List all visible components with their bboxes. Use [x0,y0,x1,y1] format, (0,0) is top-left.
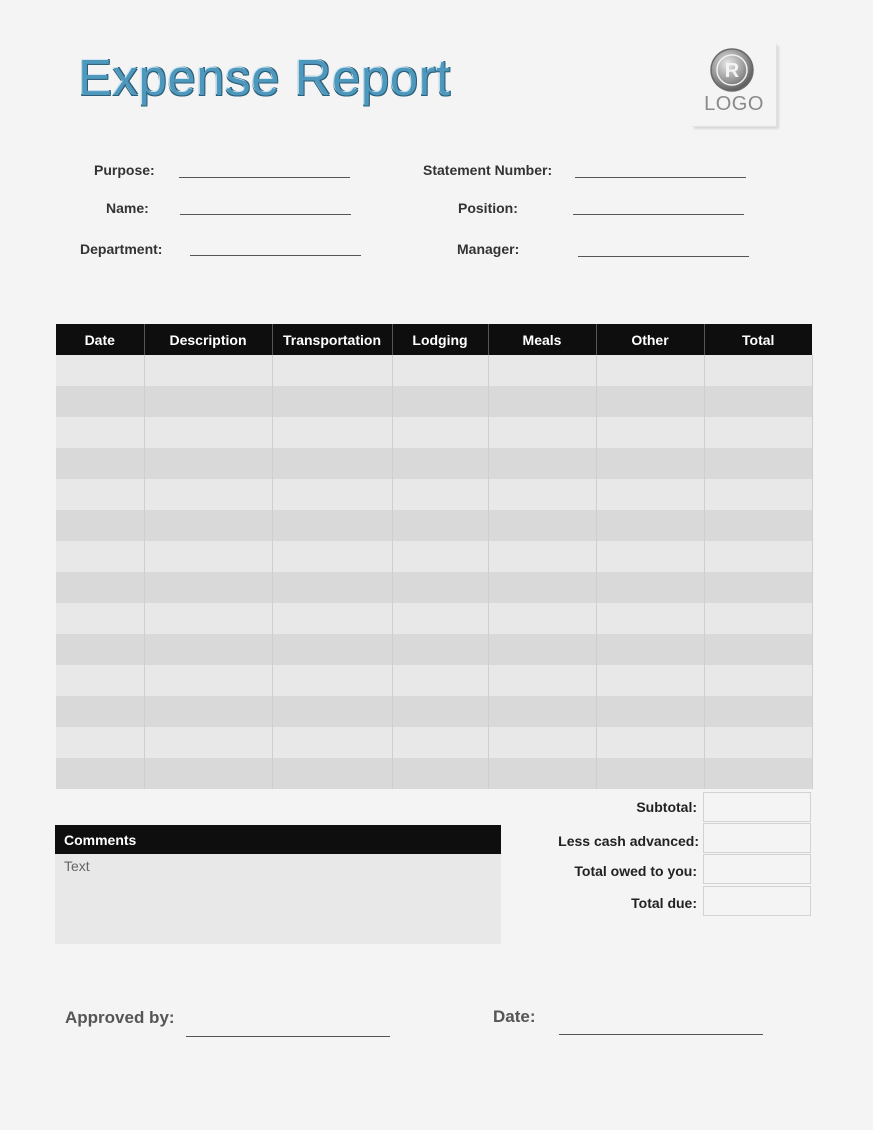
table-cell[interactable] [272,696,392,727]
table-row [56,665,812,696]
table-cell[interactable] [488,727,596,758]
table-cell[interactable] [488,448,596,479]
table-cell[interactable] [488,634,596,665]
comments-header: Comments [55,825,501,854]
table-row [56,727,812,758]
column-header-transportation: Transportation [272,324,392,355]
table-cell[interactable] [392,386,488,417]
statement-number-label: Statement Number: [423,162,553,178]
table-cell[interactable] [392,727,488,758]
table-cell[interactable] [392,510,488,541]
less-cash-advanced-label: Less cash advanced: [558,833,699,849]
table-cell[interactable] [596,479,704,510]
table-cell[interactable] [56,572,144,603]
table-row [56,386,812,417]
table-cell[interactable] [488,479,596,510]
table-cell[interactable] [272,479,392,510]
total-owed-field[interactable] [703,854,811,884]
column-header-lodging: Lodging [392,324,488,355]
total-owed-label: Total owed to you: [574,863,697,879]
table-row [56,603,812,634]
table-cell[interactable] [144,541,272,572]
table-cell[interactable] [144,355,272,386]
approval-date-field[interactable] [559,1034,763,1035]
table-cell[interactable] [596,572,704,603]
name-field[interactable] [180,214,351,215]
table-cell[interactable] [392,355,488,386]
department-label: Department: [80,241,163,257]
table-cell[interactable] [596,727,704,758]
table-cell[interactable] [144,386,272,417]
table-cell[interactable] [272,355,392,386]
purpose-field[interactable] [179,177,350,178]
table-cell[interactable] [56,727,144,758]
table-cell[interactable] [392,572,488,603]
logo [692,44,777,127]
table-cell[interactable] [704,479,812,510]
page-title: Expense Report [78,49,451,106]
table-cell[interactable] [144,448,272,479]
purpose-label: Purpose: [94,162,155,178]
table-cell[interactable] [392,603,488,634]
table-cell[interactable] [144,510,272,541]
table-cell[interactable] [704,696,812,727]
column-header-total: Total [704,324,812,355]
table-row [56,634,812,665]
table-cell[interactable] [488,665,596,696]
column-header-description: Description [144,324,272,355]
less-cash-advanced-field[interactable] [703,823,811,853]
table-cell[interactable] [704,386,812,417]
column-header-other: Other [596,324,704,355]
table-cell[interactable] [272,448,392,479]
table-cell[interactable] [392,634,488,665]
table-cell[interactable] [56,634,144,665]
table-row [56,696,812,727]
table-cell[interactable] [596,758,704,789]
table-cell[interactable] [596,417,704,448]
expense-table [56,324,813,789]
column-header-date: Date [56,324,144,355]
table-cell[interactable] [704,417,812,448]
table-cell[interactable] [704,727,812,758]
table-cell[interactable] [272,510,392,541]
table-cell[interactable] [392,448,488,479]
table-cell[interactable] [488,603,596,634]
table-cell[interactable] [144,417,272,448]
registered-trademark-icon [709,47,755,93]
comments-textarea[interactable] [55,854,501,944]
table-cell[interactable] [704,665,812,696]
table-cell[interactable] [144,665,272,696]
table-cell[interactable] [488,696,596,727]
table-cell[interactable] [392,665,488,696]
table-cell[interactable] [144,603,272,634]
position-label: Position: [458,200,518,216]
table-cell[interactable] [488,417,596,448]
table-cell[interactable] [704,634,812,665]
table-cell[interactable] [704,510,812,541]
total-due-label: Total due: [631,895,697,911]
table-cell[interactable] [392,696,488,727]
table-cell[interactable] [56,541,144,572]
table-cell[interactable] [272,417,392,448]
name-label: Name: [106,200,149,216]
table-cell[interactable] [144,634,272,665]
table-cell[interactable] [56,696,144,727]
table-cell[interactable] [596,448,704,479]
table-cell[interactable] [596,603,704,634]
table-cell[interactable] [272,758,392,789]
statement-number-field[interactable] [575,177,746,178]
table-cell[interactable] [392,541,488,572]
position-field[interactable] [573,214,744,215]
table-body [56,355,812,789]
column-header-meals: Meals [488,324,596,355]
table-cell[interactable] [596,355,704,386]
table-cell[interactable] [56,510,144,541]
table-cell[interactable] [56,758,144,789]
table-cell[interactable] [144,758,272,789]
total-due-field[interactable] [703,886,811,916]
table-cell[interactable] [272,727,392,758]
table-header-row [56,324,812,355]
table-row [56,355,812,386]
table-row [56,479,812,510]
table-cell[interactable] [596,386,704,417]
table-cell[interactable] [392,417,488,448]
table-cell[interactable] [488,386,596,417]
manager-label: Manager: [457,241,520,257]
table-row [56,758,812,789]
table-row [56,572,812,603]
table-cell[interactable] [272,541,392,572]
table-cell[interactable] [488,541,596,572]
table-cell[interactable] [392,758,488,789]
subtotal-field[interactable] [703,792,811,822]
manager-field[interactable] [578,256,749,257]
table-cell[interactable] [272,386,392,417]
table-cell[interactable] [56,417,144,448]
table-row [56,417,812,448]
table-cell[interactable] [704,355,812,386]
table-cell[interactable] [272,603,392,634]
subtotal-label: Subtotal: [636,799,697,815]
table-cell[interactable] [56,355,144,386]
table-row [56,448,812,479]
comments-text: Text [64,858,90,874]
table-cell[interactable] [272,665,392,696]
table-cell[interactable] [144,727,272,758]
department-field[interactable] [190,255,361,256]
table-cell[interactable] [56,448,144,479]
table-cell[interactable] [272,634,392,665]
table-cell[interactable] [56,665,144,696]
approved-by-field[interactable] [186,1036,390,1037]
table-cell[interactable] [56,603,144,634]
table-row [56,541,812,572]
table-cell[interactable] [488,510,596,541]
table-cell[interactable] [488,572,596,603]
table-cell[interactable] [596,696,704,727]
table-cell[interactable] [596,665,704,696]
table-cell[interactable] [272,572,392,603]
approval-date-label: Date: [493,1007,536,1026]
table-cell[interactable] [488,758,596,789]
table-cell[interactable] [56,386,144,417]
table-cell[interactable] [144,572,272,603]
table-cell[interactable] [56,479,144,510]
table-cell[interactable] [704,448,812,479]
logo-text: LOGO [704,93,764,115]
table-cell[interactable] [144,696,272,727]
table-cell[interactable] [488,355,596,386]
table-row [56,510,812,541]
svg-text:R: R [724,60,740,82]
approved-by-label: Approved by: [65,1008,175,1027]
table-cell[interactable] [596,634,704,665]
table-cell[interactable] [704,572,812,603]
table-cell[interactable] [704,541,812,572]
table-cell[interactable] [144,479,272,510]
table-cell[interactable] [392,479,488,510]
table-cell[interactable] [596,541,704,572]
table-cell[interactable] [704,758,812,789]
table-cell[interactable] [596,510,704,541]
table-cell[interactable] [704,603,812,634]
